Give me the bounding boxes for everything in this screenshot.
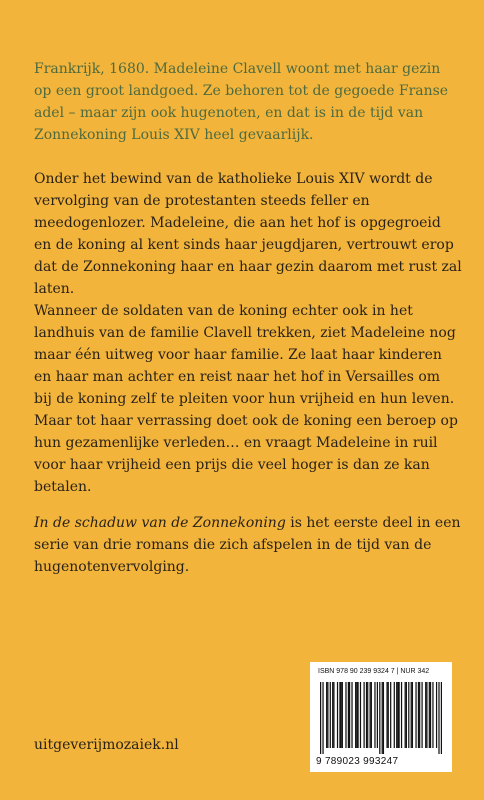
barcode-bar bbox=[438, 682, 439, 754]
barcode-bar bbox=[357, 682, 358, 748]
blurb-paragraph-2: Wanneer de soldaten van de koning echter ook in het landhuis van de familie Clavell trekken, ziet Madeleine nog maar één uitweg voor haar familie. Ze laat haar kinderen en haar man achter en reist naar het hof in Versailles om bij de koning zelf te pleiten voor hun vrijheid en hun leven. bbox=[34, 303, 456, 407]
blurb-body bbox=[34, 168, 462, 498]
barcode-bar bbox=[390, 682, 391, 748]
barcode-bar bbox=[332, 682, 333, 748]
barcode-bar bbox=[394, 682, 395, 748]
barcode-bar bbox=[345, 682, 346, 748]
barcode-bar bbox=[401, 682, 402, 748]
barcode-bar bbox=[382, 682, 383, 754]
barcode-bar bbox=[411, 682, 412, 748]
barcode-bar bbox=[327, 682, 328, 748]
barcode-bar bbox=[441, 682, 442, 754]
barcode-bar bbox=[360, 682, 361, 748]
barcode-bar bbox=[430, 682, 431, 748]
book-title: In de schaduw van de Zonnekoning bbox=[34, 515, 286, 531]
barcode-bar bbox=[399, 682, 400, 748]
barcode-bar bbox=[367, 682, 368, 748]
barcode-bar bbox=[436, 682, 437, 748]
barcode-panel bbox=[310, 662, 452, 772]
barcode-bar bbox=[412, 682, 413, 748]
barcode-bar bbox=[320, 682, 321, 754]
barcode-bar bbox=[356, 682, 357, 748]
publisher-website: uitgeverijmozaiek.nl bbox=[34, 737, 179, 753]
barcode-bar bbox=[419, 682, 420, 748]
barcode-bar bbox=[371, 682, 372, 748]
barcode-bar bbox=[388, 682, 389, 748]
barcode-digits: 9 789023 993247 bbox=[316, 756, 399, 767]
barcode-bar bbox=[397, 682, 398, 748]
barcode-bar bbox=[322, 682, 323, 754]
barcode-bar bbox=[383, 682, 384, 754]
barcode-bar bbox=[348, 682, 349, 748]
barcode-bar bbox=[418, 682, 419, 748]
barcode-bar bbox=[337, 682, 338, 748]
barcode-bar bbox=[386, 682, 387, 748]
barcode-bar bbox=[326, 682, 327, 748]
barcode-bar bbox=[405, 682, 406, 748]
barcode-bar bbox=[408, 682, 409, 748]
barcode-bar bbox=[349, 682, 350, 748]
intro-paragraph: Frankrijk, 1680. Madeleine Clavell woont met haar gezin op een groot landgoed. Ze behoren tot de gegoede Franse adel – maar zijn ook hugenoten, en dat is in de tijd van Zonnekoning Louis XIV heel gevaarlijk. bbox=[34, 61, 449, 143]
barcode-bar bbox=[425, 682, 426, 748]
barcode-bar bbox=[330, 682, 331, 748]
series-note bbox=[34, 512, 462, 578]
isbn-line: ISBN 978 90 239 9324 7 | NUR 342 bbox=[318, 668, 430, 675]
barcode-bar bbox=[363, 682, 364, 748]
barcode-image bbox=[320, 682, 442, 754]
barcode-bar bbox=[366, 682, 367, 748]
barcode-bar bbox=[341, 682, 342, 748]
barcode-bar bbox=[342, 682, 343, 748]
barcode-bar bbox=[432, 682, 433, 748]
blurb-paragraph-3: Maar tot haar verrassing doet ook de koning een beroep op hun gezamenlijke verleden… en vraagt Madeleine in ruil voor haar vrijheid een prijs die veel hoger is dan ze kan betalen. bbox=[34, 413, 458, 495]
barcode-bar bbox=[421, 682, 422, 748]
barcode-bar bbox=[396, 682, 397, 748]
barcode-bar bbox=[429, 682, 430, 748]
barcode-bar bbox=[333, 682, 334, 748]
barcode-bar bbox=[406, 682, 407, 748]
barcode-bar bbox=[339, 682, 340, 748]
barcode-bar bbox=[355, 682, 356, 748]
barcode-bar bbox=[377, 682, 378, 748]
series-note-text: is het eerste deel in een serie van drie romans die zich afspelen in de tijd van de hugenotenvervolging. bbox=[34, 515, 461, 575]
blurb-paragraph-1: Onder het bewind van de katholieke Louis XIV wordt de vervolging van de protestanten steeds feller en meedogenlozer. Madeleine, die aan het hof is opgegroeid en de koning al kent sinds haar jeugdjaren, vertrouwt erop dat de Zonnekoning haar en haar gezin daarom met rust zal laten. bbox=[34, 171, 462, 297]
barcode-bar bbox=[370, 682, 371, 748]
barcode-bar bbox=[374, 682, 375, 748]
barcode-bar bbox=[426, 682, 427, 748]
barcode-bar bbox=[379, 682, 380, 754]
barcode-bar bbox=[351, 682, 352, 748]
barcode-bar bbox=[415, 682, 416, 748]
